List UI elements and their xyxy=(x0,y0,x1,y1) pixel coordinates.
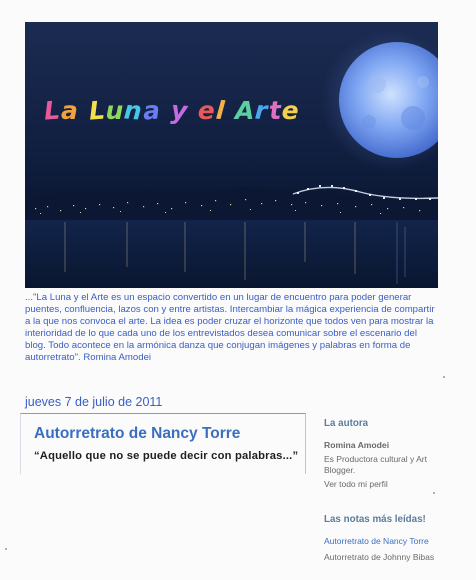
scan-speck xyxy=(5,548,7,550)
author-name: Romina Amodei xyxy=(324,440,390,450)
date-header: jueves 7 de julio de 2011 xyxy=(25,395,163,409)
blog-title-letter: u xyxy=(105,96,125,125)
moonlit-city-illustration xyxy=(25,22,438,288)
blog-title-letter: y xyxy=(169,95,189,126)
blog-title-letter: a xyxy=(60,96,79,125)
blog-title-letter: e xyxy=(197,96,216,125)
view-profile-link[interactable]: Ver todo mi perfil xyxy=(324,479,388,489)
blog-title[interactable] xyxy=(44,96,300,125)
blog-title-letter: L xyxy=(43,95,62,126)
blog-title-letter: n xyxy=(123,95,145,126)
popular-post-link[interactable]: Autorretrato de Nancy Torre xyxy=(324,536,429,546)
sidebar xyxy=(324,418,469,562)
scan-speck xyxy=(443,376,445,378)
blog-header-image[interactable] xyxy=(25,22,438,288)
blog-title-letter: A xyxy=(234,96,256,125)
blog-title-letter: r xyxy=(254,95,270,126)
author-bio: Es Productora cultural y Art Blogger. xyxy=(324,454,427,475)
post-container xyxy=(20,413,306,474)
popular-post-link[interactable]: Autorretrato de Johnny Bibas xyxy=(324,552,435,562)
scan-speck xyxy=(433,492,435,494)
post-quote: “Aquello que no se puede decir con palabras...” xyxy=(34,450,299,462)
author-heading: La autora xyxy=(324,418,369,429)
blog-title-letter: L xyxy=(87,95,107,126)
popular-posts-heading: Las notas más leídas! xyxy=(324,514,426,525)
blog-title-letter: t xyxy=(267,95,283,126)
blog-title-letter: a xyxy=(142,95,162,126)
blog-title-letter: e xyxy=(281,96,300,125)
blog-description: ..."La Luna y el Arte es un espacio convertido en un lugar de encuentro para poder generar puentes, confluencia, lazos con y entre artistas. Intercambiar la mágica experiencia de compartir a la que nos convoca el arte. La idea es poder cruzar el horizonte que todos ven para mostrar la interioridad de lo que cada uno de los entrevistados desea comunicar sobre el escenario del blog. Todo acontece en la armónica danza que conjugan imágenes y palabras en forma de autorretrato". Romina Amodei xyxy=(25,292,435,363)
blog-title-letter: l xyxy=(214,95,227,126)
post-title-link[interactable]: Autorretrato de Nancy Torre xyxy=(34,425,241,442)
